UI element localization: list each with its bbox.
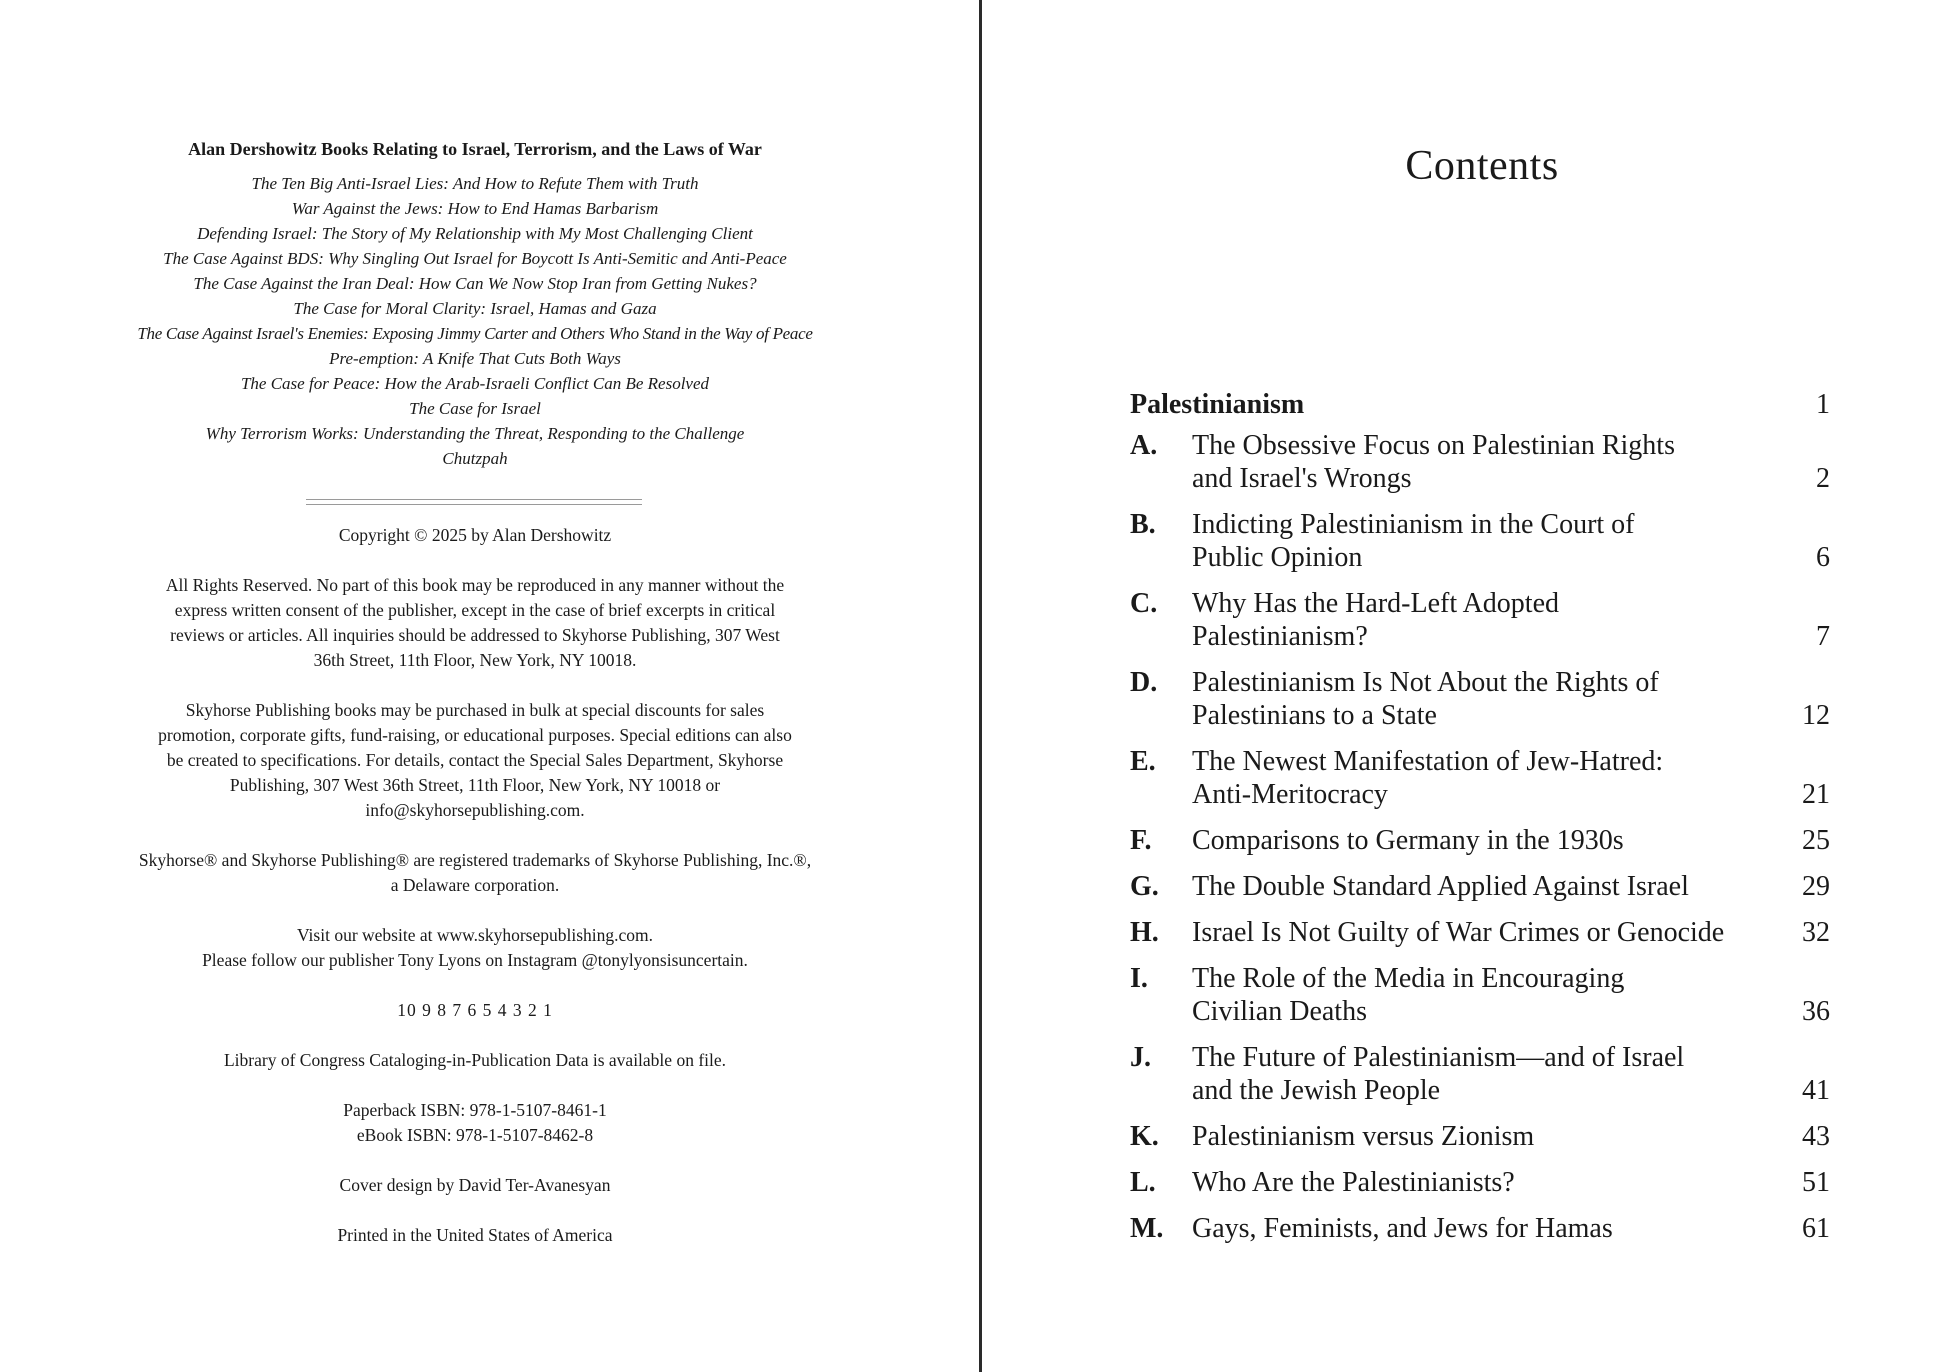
books-heading: Alan Dershowitz Books Relating to Israel, Terrorism, and the Laws of War: [188, 139, 762, 159]
other-books-section: [0, 137, 950, 471]
title-line: The Obsessive Focus on Palestinian Rights: [1192, 430, 1675, 461]
page-number: 61: [1802, 1213, 1830, 1244]
text-line: express written consent of the publisher, except in the case of brief excerpts in critical: [174, 600, 776, 620]
page-number: 29: [1802, 871, 1830, 902]
entry-letter: C.: [1130, 588, 1158, 619]
entry-title: [1192, 962, 1770, 1028]
text-line: Paperback ISBN: 978-1-5107-8461-1: [343, 1100, 607, 1120]
section-divider: [306, 499, 642, 505]
book-title: The Case Against BDS: Why Singling Out Israel for Boycott Is Anti-Semitic and Anti-Peace: [163, 249, 787, 268]
title-line: Anti-Meritocracy: [1192, 779, 1388, 810]
text-line: All Rights Reserved. No part of this book may be reproduced in any manner without the: [165, 575, 785, 595]
title-line: and Israel's Wrongs: [1192, 463, 1412, 494]
text-line: be created to specifications. For details, contact the Special Sales Department, Skyhorse: [166, 750, 784, 770]
library-of-congress-note: Library of Congress Cataloging-in-Publication Data is available on file.: [223, 1050, 727, 1070]
toc-entry: [1130, 587, 1830, 653]
page-number: 25: [1802, 825, 1830, 856]
book-title: The Case Against the Iran Deal: How Can We Now Stop Iran from Getting Nukes?: [193, 274, 757, 293]
page-number: 51: [1802, 1167, 1830, 1198]
title-line: Indicting Palestinianism in the Court of: [1192, 509, 1635, 540]
entry-letter: J.: [1130, 1042, 1151, 1073]
page-number: 43: [1802, 1121, 1830, 1152]
title-line: Israel Is Not Guilty of War Crimes or Genocide: [1192, 917, 1725, 948]
title-line: The Future of Palestinianism—and of Israel: [1192, 1042, 1685, 1073]
entry-title: [1192, 745, 1770, 811]
entry-title: [1192, 870, 1770, 903]
toc-entry: [1130, 429, 1830, 495]
text-line: Please follow our publisher Tony Lyons on Instagram @tonylyonsisuncertain.: [202, 950, 748, 970]
title-line: Palestinians to a State: [1192, 700, 1437, 731]
entry-letter: D.: [1130, 667, 1158, 698]
page-number: 32: [1802, 917, 1830, 948]
toc-entry: [1130, 1120, 1830, 1153]
page-number: 1: [1816, 389, 1830, 420]
toc-entry: [1130, 824, 1830, 857]
toc-entry: [1130, 962, 1830, 1028]
book-title: Pre-emption: A Knife That Cuts Both Ways: [329, 349, 621, 368]
entry-letter: G.: [1130, 871, 1159, 902]
entry-title: [1192, 666, 1770, 732]
toc-entry: [1130, 870, 1830, 903]
title-line: The Role of the Media in Encouraging: [1192, 963, 1625, 994]
entry-title: [1192, 1212, 1770, 1245]
book-title: The Case Against Israel's Enemies: Exposing Jimmy Carter and Others Who Stand in the Way of Peace: [137, 324, 813, 343]
entry-letter: K.: [1130, 1121, 1159, 1152]
book-title: The Case for Moral Clarity: Israel, Hamas and Gaza: [293, 299, 657, 318]
copyright-notice: Copyright © 2025 by Alan Dershowitz: [338, 525, 612, 545]
text-line: Skyhorse® and Skyhorse Publishing® are registered trademarks of Skyhorse Publishing, Inc.®,: [138, 850, 812, 870]
cover-design-credit: Cover design by David Ter-Avanesyan: [339, 1175, 611, 1195]
page-number: 41: [1802, 1075, 1830, 1106]
trademark-paragraph: [0, 848, 950, 898]
text-line: eBook ISBN: 978-1-5107-8462-8: [356, 1125, 594, 1145]
entry-title: [1192, 1166, 1770, 1199]
page-number: 36: [1802, 996, 1830, 1027]
text-line: a Delaware corporation.: [390, 875, 560, 895]
entry-letter: H.: [1130, 917, 1159, 948]
text-line: promotion, corporate gifts, fund-raising, or educational purposes. Special editions can also: [158, 725, 792, 745]
title-line: Palestinianism?: [1192, 621, 1368, 652]
entry-title: [1192, 587, 1770, 653]
page-number: 7: [1816, 621, 1830, 652]
entry-title: [1192, 508, 1770, 574]
page-number: 21: [1802, 779, 1830, 810]
page-number: 6: [1816, 542, 1830, 573]
isbn-paragraph: [0, 1098, 950, 1148]
page-number: 12: [1802, 700, 1830, 731]
text-line: reviews or articles. All inquiries should be addressed to Skyhorse Publishing, 307 West: [170, 625, 780, 645]
toc-entry: [1130, 666, 1830, 732]
part-title: Palestinianism: [1130, 389, 1305, 420]
entry-title: [1192, 916, 1770, 949]
book-title: Chutzpah: [442, 449, 508, 468]
bulk-sales-paragraph: [0, 698, 950, 823]
title-line: Civilian Deaths: [1192, 996, 1367, 1027]
website-paragraph: [0, 923, 950, 973]
entry-title: [1192, 824, 1770, 857]
book-title: The Case for Israel: [409, 399, 541, 418]
text-line: Skyhorse Publishing books may be purchased in bulk at special discounts for sales: [185, 700, 765, 720]
title-line: Palestinianism Is Not About the Rights of: [1192, 667, 1659, 698]
book-title: Defending Israel: The Story of My Relationship with My Most Challenging Client: [197, 224, 753, 243]
entry-title: [1192, 1041, 1770, 1107]
book-title: Why Terrorism Works: Understanding the Threat, Responding to the Challenge: [205, 424, 745, 443]
toc-entry: [1130, 1041, 1830, 1107]
table-of-contents: [1130, 383, 1830, 1258]
toc-entry: [1130, 508, 1830, 574]
toc-entry: [1130, 916, 1830, 949]
book-title: War Against the Jews: How to End Hamas Barbarism: [291, 199, 659, 218]
entry-letter: E.: [1130, 746, 1156, 777]
book-title: The Case for Peace: How the Arab-Israeli Conflict Can Be Resolved: [240, 374, 710, 393]
title-line: Who Are the Palestinianists?: [1192, 1167, 1515, 1198]
title-line: The Double Standard Applied Against Israel: [1192, 871, 1689, 902]
toc-entry: [1130, 1166, 1830, 1199]
text-line: 36th Street, 11th Floor, New York, NY 10018.: [313, 650, 637, 670]
toc-entry: [1130, 1212, 1830, 1245]
title-line: Comparisons to Germany in the 1930s: [1192, 825, 1624, 856]
contents-page: [982, 0, 1960, 1372]
entry-letter: I.: [1130, 963, 1148, 994]
toc-entry: [1130, 745, 1830, 811]
entry-letter: L.: [1130, 1167, 1156, 1198]
book-title: The Ten Big Anti-Israel Lies: And How to Refute Them with Truth: [251, 174, 699, 193]
entry-title: [1192, 429, 1770, 495]
printed-in-note: Printed in the United States of America: [337, 1225, 613, 1245]
title-line: Why Has the Hard-Left Adopted: [1192, 588, 1559, 619]
entry-letter: A.: [1130, 430, 1158, 461]
text-line: Visit our website at www.skyhorsepublishing.com.: [296, 925, 654, 945]
entry-letter: F.: [1130, 825, 1152, 856]
text-line: info@skyhorsepublishing.com.: [365, 800, 585, 820]
rights-reserved-paragraph: [0, 573, 950, 673]
title-line: and the Jewish People: [1192, 1075, 1441, 1106]
entry-letter: M.: [1130, 1213, 1164, 1244]
text-line: Publishing, 307 West 36th Street, 11th Floor, New York, NY 10018 or: [229, 775, 721, 795]
entry-title: [1192, 1120, 1770, 1153]
copyright-section: [0, 523, 950, 1273]
title-line: Gays, Feminists, and Jews for Hamas: [1192, 1213, 1613, 1244]
printing-line: 10 9 8 7 6 5 4 3 2 1: [397, 1000, 553, 1020]
toc-part-heading: [1130, 383, 1830, 429]
title-line: The Newest Manifestation of Jew-Hatred:: [1192, 746, 1664, 777]
title-line: Palestinianism versus Zionism: [1192, 1121, 1535, 1152]
page-number: 2: [1816, 463, 1830, 494]
page-title: Contents: [1405, 143, 1559, 189]
entry-letter: B.: [1130, 509, 1156, 540]
title-line: Public Opinion: [1192, 542, 1363, 573]
